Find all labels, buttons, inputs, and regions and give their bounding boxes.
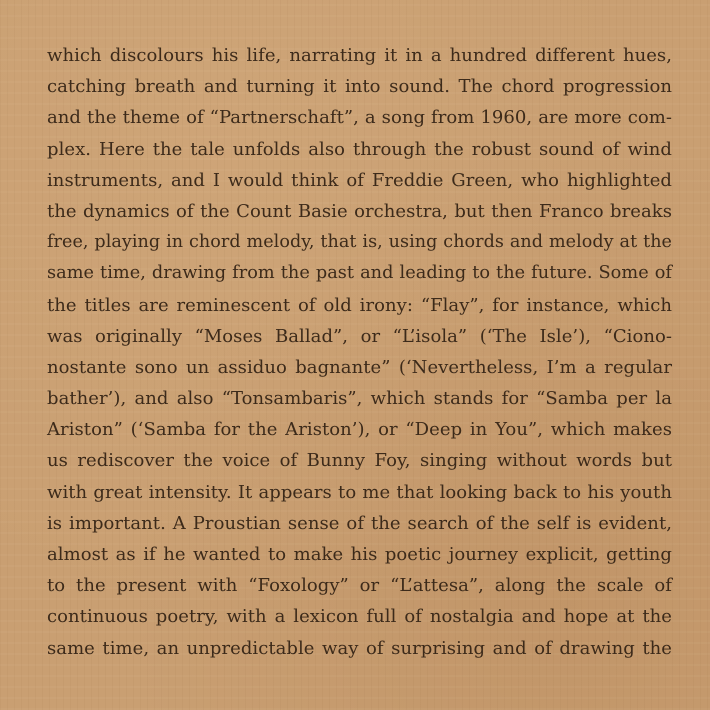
text-line: plex. Here the tale unfolds also through the robust sound of wind <box>47 138 672 160</box>
text-line: was originally “Moses Ballad”, or “L’isola” (‘The Isle’), “Ciono- <box>47 325 672 347</box>
text-line: continuous poetry, with a lexicon full of nostalgia and hope at the <box>47 606 672 628</box>
body-text <box>47 40 672 664</box>
text-line: almost as if he wanted to make his poetic journey explicit, getting <box>47 544 672 565</box>
text-line: the dynamics of the Count Basie orchestra, but then Franco breaks <box>47 200 672 222</box>
text-line: the titles are reminescent of old irony: “Flay”, for instance, which <box>47 294 672 316</box>
text-line: catching breath and turning it into sound. The chord progression <box>47 76 672 98</box>
text-line: nostante sono un assiduo bagnante” (‘Nevertheless, I’m a regular <box>47 356 672 378</box>
text-line: us rediscover the voice of Bunny Foy, singing without words but <box>47 450 672 472</box>
text-line: free, playing in chord melody, that is, using chords and melody at the <box>47 232 672 253</box>
text-line: is important. A Proustian sense of the search of the self is evident, <box>47 512 672 534</box>
text-line: Ariston” (‘Samba for the Ariston’), or “Deep in You”, which makes <box>47 419 672 441</box>
text-line: with great intensity. It appears to me that looking back to his youth <box>47 481 672 503</box>
text-line: which discolours his life, narrating it in a hundred different hues, <box>47 45 672 66</box>
text-line: same time, an unpredictable way of surprising and of drawing the <box>47 637 672 659</box>
text-line: to the present with “Foxology” or “L’attesa”, along the scale of <box>47 575 672 597</box>
text-line: instruments, and I would think of Freddie Green, who highlighted <box>47 169 672 191</box>
text-line: same time, drawing from the past and leading to the future. Some of <box>47 263 672 284</box>
text-line: bather’), and also “Tonsambaris”, which stands for “Samba per la <box>47 388 672 410</box>
text-line: and the theme of “Partnerschaft”, a song from 1960, are more com- <box>47 107 672 129</box>
document-page <box>47 40 672 664</box>
